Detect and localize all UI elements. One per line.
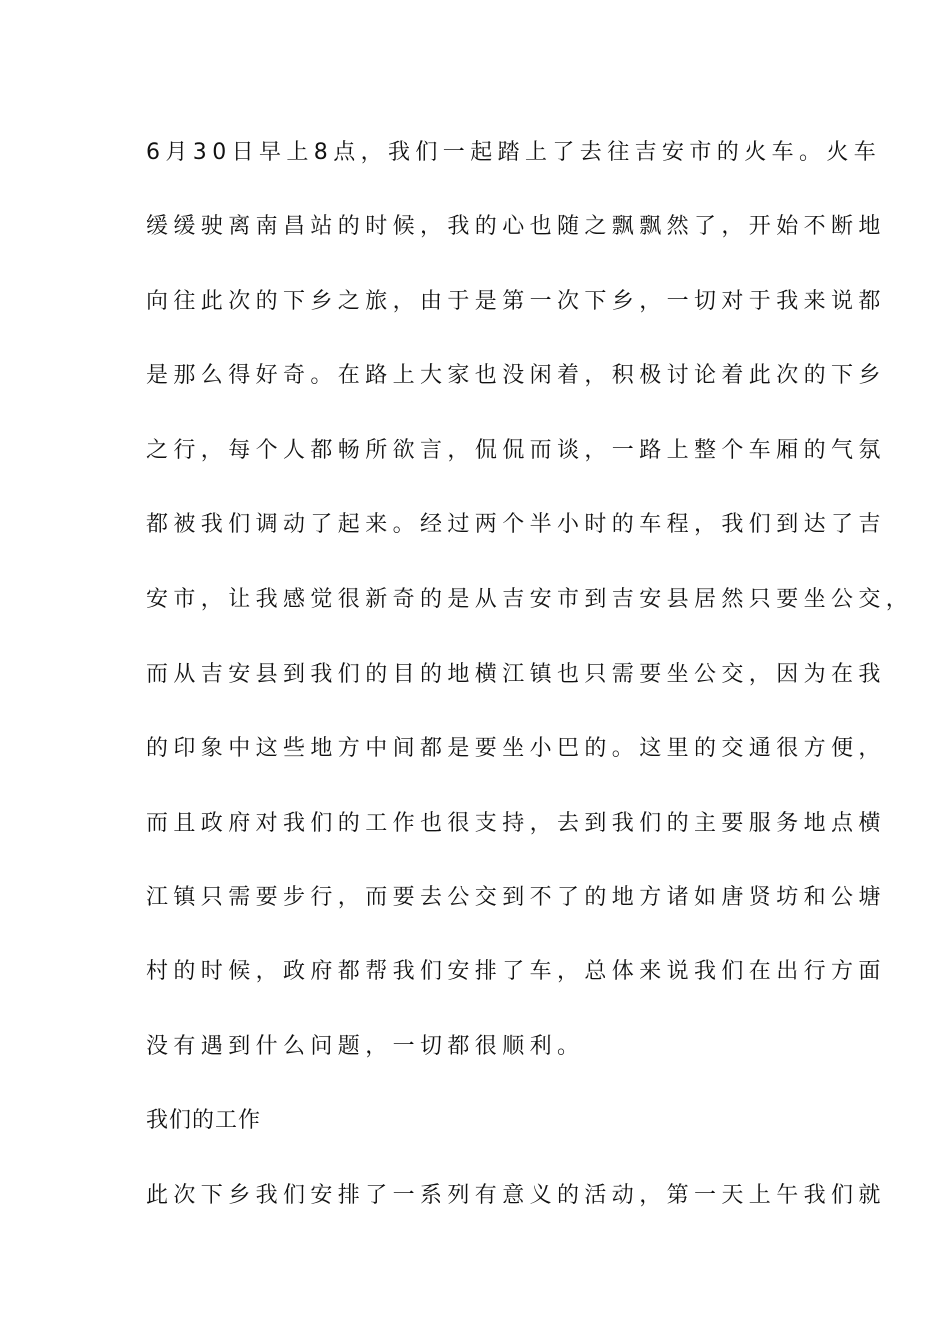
- paragraph-line: 江镇只需要步行，而要去公交到不了的地方诸如唐贤坊和公塘: [146, 885, 886, 910]
- paragraph-line: 是那么得好奇。在路上大家也没闲着，积极讨论着此次的下乡: [146, 363, 886, 388]
- paragraph-line: 此次下乡我们安排了一系列有意义的活动，第一天上午我们就: [146, 1183, 886, 1208]
- paragraph-line: 6月30日早上8点，我们一起踏上了去往吉安市的火车。火车: [146, 140, 882, 165]
- paragraph-line: 都被我们调动了起来。经过两个半小时的车程，我们到达了吉: [146, 512, 886, 537]
- paragraph-line: 而从吉安县到我们的目的地横江镇也只需要坐公交，因为在我: [146, 662, 886, 687]
- paragraph-line: 向往此次的下乡之旅，由于是第一次下乡，一切对于我来说都: [146, 289, 886, 314]
- section-heading: 我们的工作: [146, 1108, 262, 1133]
- paragraph-line: 没有遇到什么问题，一切都很顺利。: [146, 1034, 585, 1059]
- paragraph-line: 村的时候，政府都帮我们安排了车，总体来说我们在出行方面: [146, 959, 886, 984]
- paragraph-line: 的印象中这些地方中间都是要坐小巴的。这里的交通很方便，: [146, 736, 886, 761]
- paragraph-line: 缓缓驶离南昌站的时候，我的心也随之飘飘然了，开始不断地: [146, 214, 886, 239]
- paragraph-line: 而且政府对我们的工作也很支持，去到我们的主要服务地点横: [146, 811, 886, 836]
- paragraph-line: 之行，每个人都畅所欲言，侃侃而谈，一路上整个车厢的气氛: [146, 438, 886, 463]
- paragraph-line: 安市，让我感觉很新奇的是从吉安市到吉安县居然只要坐公交，: [146, 587, 914, 612]
